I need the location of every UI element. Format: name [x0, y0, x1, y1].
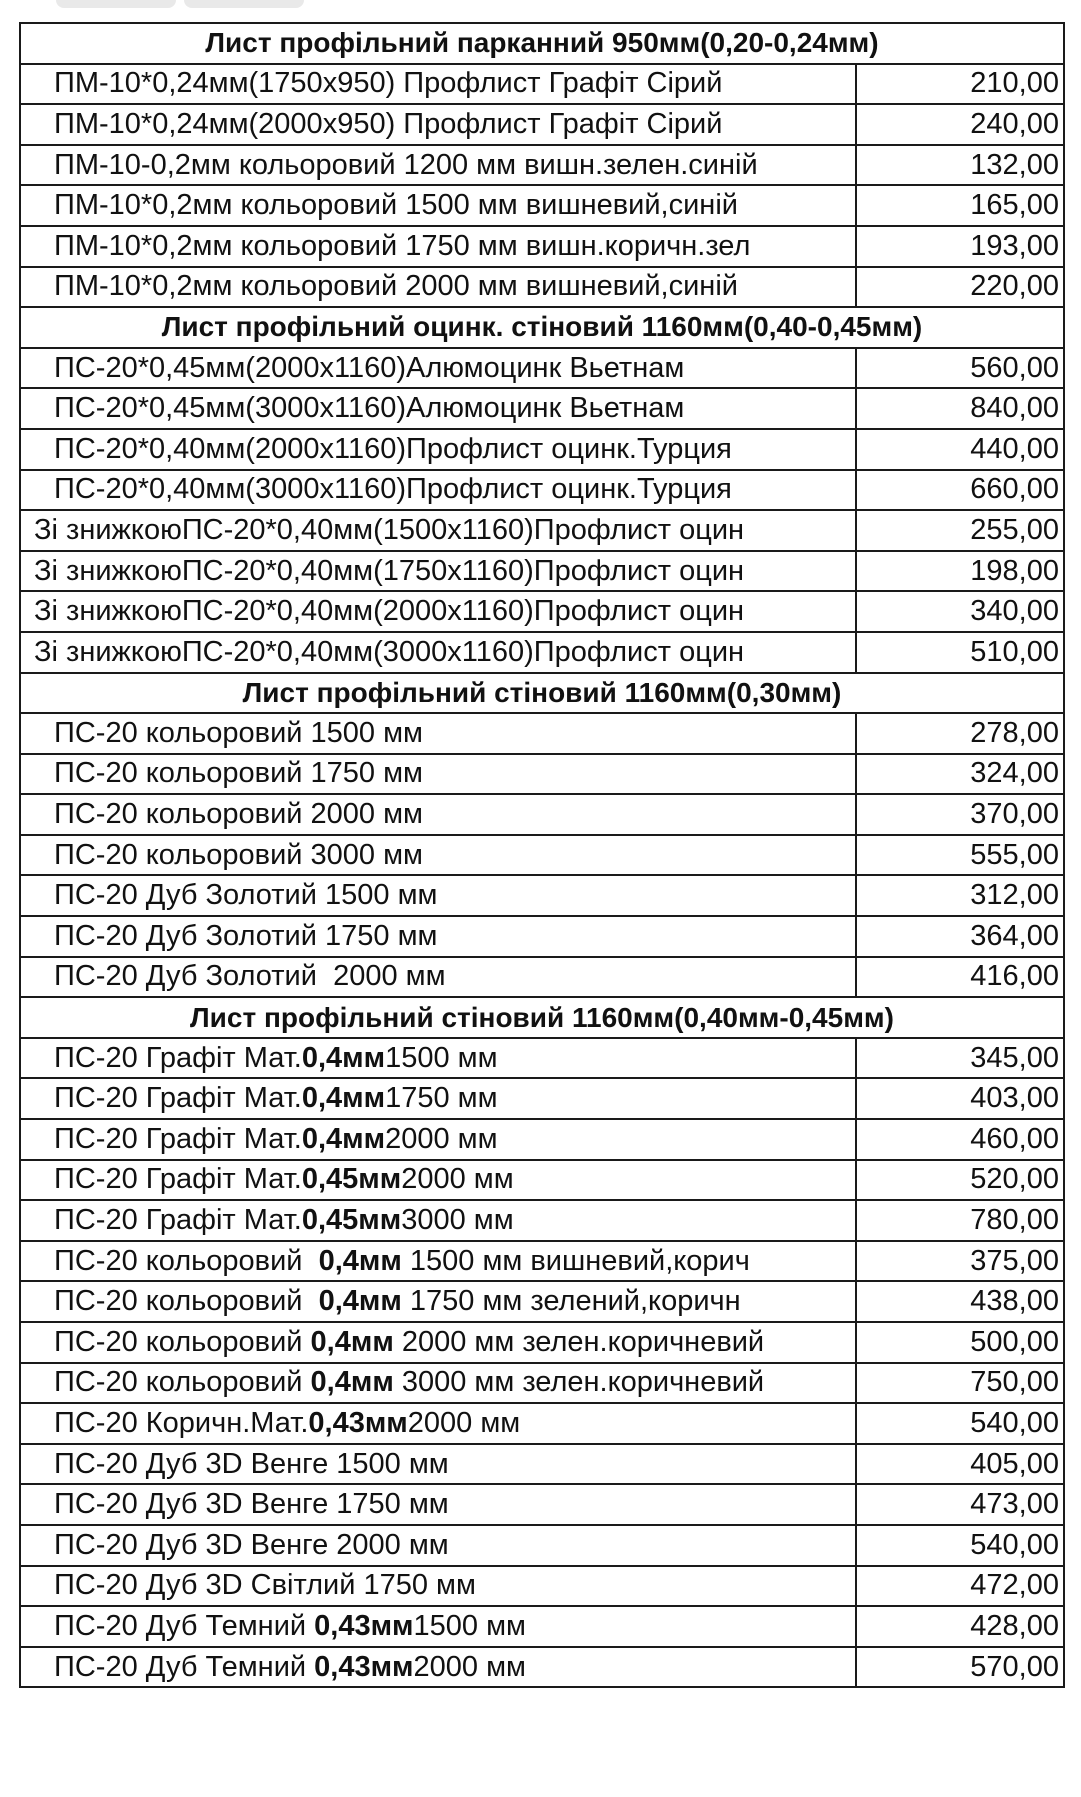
table-row — [20, 632, 1064, 673]
product-name-cell — [20, 835, 856, 876]
product-name-text: ПС-20 кольоровий 2000 мм — [54, 798, 423, 831]
price-cell: 278,00 — [856, 713, 1064, 754]
table-row — [20, 429, 1064, 470]
table-row — [20, 1525, 1064, 1566]
product-name-cell — [20, 1566, 856, 1607]
product-name-text: ПС-20 кольоровий — [54, 1285, 319, 1318]
table-row — [20, 794, 1064, 835]
product-name-cell — [20, 185, 856, 226]
section-header-row — [20, 23, 1064, 64]
table-row — [20, 226, 1064, 267]
product-name-text: ПС-20 Дуб Темний — [54, 1609, 315, 1642]
table-row — [20, 551, 1064, 592]
thickness-label: 0,4мм — [301, 1122, 386, 1155]
price-cell: 510,00 — [856, 632, 1064, 673]
product-name-cell — [20, 1525, 856, 1566]
product-name-cell — [20, 64, 856, 105]
price-cell: 780,00 — [856, 1200, 1064, 1241]
table-row — [20, 104, 1064, 145]
product-name-cell — [20, 348, 856, 389]
product-name-text: Зі знижкоюПС-20*0,40мм(3000х1160)Профлист оцин — [34, 635, 745, 668]
table-row — [20, 510, 1064, 551]
product-name-text: ПС-20 кольоровий 1750 мм — [54, 757, 423, 790]
product-name-text: 2000 мм — [407, 1406, 521, 1439]
price-cell: 428,00 — [856, 1606, 1064, 1647]
table-row — [20, 1160, 1064, 1201]
price-cell: 440,00 — [856, 429, 1064, 470]
product-name-text: Зі знижкоюПС-20*0,40мм(2000х1160)Профлист оцин — [34, 595, 745, 628]
product-name-text: ПС-20*0,45мм(3000х1160)Алюмоцинк Вьетнам — [54, 392, 685, 425]
product-name-text: ПС-20*0,40мм(3000х1160)Профлист оцинк.Турция — [54, 473, 732, 506]
price-cell: 132,00 — [856, 145, 1064, 186]
product-name-text: 1500 мм — [413, 1609, 526, 1642]
table-row — [20, 1038, 1064, 1079]
price-cell: 460,00 — [856, 1119, 1064, 1160]
product-name-text: ПС-20 кольоровий — [54, 1244, 319, 1277]
price-cell: 220,00 — [856, 267, 1064, 308]
product-name-text: ПС-20 Дуб Золотий 1500 мм — [54, 879, 438, 912]
table-row — [20, 267, 1064, 308]
price-cell: 364,00 — [856, 916, 1064, 957]
price-cell: 345,00 — [856, 1038, 1064, 1079]
product-name-cell — [20, 1241, 856, 1282]
table-row — [20, 1566, 1064, 1607]
product-name-text: 2000 мм — [413, 1650, 526, 1683]
product-name-text: 1500 мм вишневий,корич — [401, 1244, 750, 1277]
product-name-text: 2000 мм — [401, 1163, 514, 1196]
top-edge-shadow — [56, 0, 176, 8]
price-cell: 324,00 — [856, 754, 1064, 795]
product-name-text: ПМ-10*0,24мм(1750х950) Профлист Графіт Сірий — [54, 67, 723, 100]
price-cell: 405,00 — [856, 1444, 1064, 1485]
table-row — [20, 875, 1064, 916]
price-cell: 193,00 — [856, 226, 1064, 267]
product-name-cell — [20, 145, 856, 186]
top-strip — [0, 0, 1081, 22]
product-name-cell — [20, 1363, 856, 1404]
product-name-text: ПМ-10*0,2мм кольоровий 2000 мм вишневий,синій — [54, 270, 738, 303]
product-name-cell — [20, 226, 856, 267]
product-name-cell — [20, 916, 856, 957]
top-edge-shadow — [184, 0, 304, 8]
product-name-text: ПС-20 Графіт Мат. — [54, 1041, 302, 1074]
table-row — [20, 1484, 1064, 1525]
product-name-cell — [20, 1078, 856, 1119]
product-name-cell — [20, 1322, 856, 1363]
product-name-cell — [20, 267, 856, 308]
section-header-row — [20, 997, 1064, 1038]
table-row — [20, 1403, 1064, 1444]
product-name-cell — [20, 1281, 856, 1322]
table-row — [20, 1322, 1064, 1363]
product-name-cell — [20, 1606, 856, 1647]
product-name-text: 3000 мм зелен.коричневий — [393, 1366, 765, 1399]
table-row — [20, 1119, 1064, 1160]
product-name-text: ПС-20 Дуб 3D Венге 2000 мм — [54, 1528, 449, 1561]
product-name-text: 2000 мм — [385, 1122, 498, 1155]
price-cell: 540,00 — [856, 1525, 1064, 1566]
thickness-label: 0,45мм — [301, 1163, 402, 1196]
price-cell: 210,00 — [856, 64, 1064, 105]
table-row — [20, 1200, 1064, 1241]
product-name-cell — [20, 429, 856, 470]
product-name-text: ПМ-10*0,2мм кольоровий 1500 мм вишневий,синій — [54, 189, 738, 222]
thickness-label: 0,4мм — [310, 1366, 394, 1399]
product-name-text: ПС-20*0,45мм(2000х1160)Алюмоцинк Вьетнам — [54, 351, 685, 384]
price-cell: 255,00 — [856, 510, 1064, 551]
price-cell: 403,00 — [856, 1078, 1064, 1119]
product-name-text: ПС-20 Дуб Золотий 1750 мм — [54, 919, 438, 952]
section-title: Лист профільний стіновий 1160мм(0,30мм) — [20, 673, 1064, 714]
table-row — [20, 835, 1064, 876]
price-cell: 750,00 — [856, 1363, 1064, 1404]
price-cell: 370,00 — [856, 794, 1064, 835]
product-name-text: ПС-20 Дуб 3D Венге 1500 мм — [54, 1447, 449, 1480]
price-cell: 375,00 — [856, 1241, 1064, 1282]
table-row — [20, 185, 1064, 226]
price-cell: 840,00 — [856, 388, 1064, 429]
product-name-text: ПС-20 Дуб Золотий 2000 мм — [54, 960, 446, 993]
product-name-text: ПМ-10*0,24мм(2000х950) Профлист Графіт Сірий — [54, 107, 723, 140]
table-row — [20, 1444, 1064, 1485]
product-name-text: ПС-20 Дуб Темний — [54, 1650, 315, 1683]
price-cell: 660,00 — [856, 470, 1064, 511]
table-row — [20, 957, 1064, 998]
price-cell: 500,00 — [856, 1322, 1064, 1363]
price-cell: 540,00 — [856, 1403, 1064, 1444]
table-row — [20, 388, 1064, 429]
thickness-label: 0,4мм — [318, 1244, 402, 1277]
product-name-cell — [20, 1444, 856, 1485]
product-name-cell — [20, 957, 856, 998]
table-row — [20, 470, 1064, 511]
table-row — [20, 145, 1064, 186]
product-name-cell — [20, 510, 856, 551]
product-name-text: ПС-20 Графіт Мат. — [54, 1204, 302, 1237]
thickness-label: 0,43мм — [308, 1406, 408, 1439]
table-row — [20, 591, 1064, 632]
product-name-cell — [20, 713, 856, 754]
bottom-margin — [0, 1777, 1081, 1797]
price-cell: 570,00 — [856, 1647, 1064, 1688]
thickness-label: 0,4мм — [301, 1041, 386, 1074]
table-row — [20, 754, 1064, 795]
product-name-cell — [20, 591, 856, 632]
price-list-table — [19, 22, 1065, 1688]
product-name-text: ПС-20 Коричн.Мат. — [54, 1406, 309, 1439]
product-name-text: ПС-20 кольоровий 3000 мм — [54, 838, 423, 871]
product-name-cell — [20, 794, 856, 835]
product-name-cell — [20, 551, 856, 592]
product-name-cell — [20, 1200, 856, 1241]
thickness-label: 0,43мм — [314, 1650, 414, 1683]
product-name-cell — [20, 1484, 856, 1525]
table-row — [20, 348, 1064, 389]
price-cell: 240,00 — [856, 104, 1064, 145]
table-row — [20, 64, 1064, 105]
section-header-row — [20, 673, 1064, 714]
price-cell: 472,00 — [856, 1566, 1064, 1607]
product-name-cell — [20, 1119, 856, 1160]
section-header-row — [20, 307, 1064, 348]
product-name-cell — [20, 1647, 856, 1688]
table-row — [20, 916, 1064, 957]
table-row — [20, 713, 1064, 754]
product-name-text: ПМ-10-0,2мм кольоровий 1200 мм вишн.зелен.синій — [54, 148, 758, 181]
product-name-text: 1500 мм — [385, 1041, 498, 1074]
product-name-text: ПС-20 Графіт Мат. — [54, 1082, 302, 1115]
table-row — [20, 1241, 1064, 1282]
product-name-text: ПС-20 кольоровий 1500 мм — [54, 716, 423, 749]
table-row — [20, 1647, 1064, 1688]
product-name-text: ПМ-10*0,2мм кольоровий 1750 мм вишн.коричн.зел — [54, 229, 751, 262]
price-cell: 312,00 — [856, 875, 1064, 916]
product-name-cell — [20, 1038, 856, 1079]
product-name-cell — [20, 388, 856, 429]
section-title: Лист профільний парканний 950мм(0,20-0,24мм) — [20, 23, 1064, 64]
price-cell: 438,00 — [856, 1281, 1064, 1322]
section-title: Лист профільний стіновий 1160мм(0,40мм-0,45мм) — [20, 997, 1064, 1038]
table-row — [20, 1281, 1064, 1322]
product-name-text: Зі знижкоюПС-20*0,40мм(1750х1160)Профлист оцин — [34, 554, 745, 587]
price-cell: 560,00 — [856, 348, 1064, 389]
product-name-cell — [20, 632, 856, 673]
product-name-text: 3000 мм — [401, 1204, 514, 1237]
product-name-cell — [20, 1160, 856, 1201]
price-cell: 555,00 — [856, 835, 1064, 876]
product-name-text: ПС-20 Графіт Мат. — [54, 1163, 302, 1196]
price-cell: 473,00 — [856, 1484, 1064, 1525]
product-name-text: ПС-20 Графіт Мат. — [54, 1122, 302, 1155]
product-name-text: ПС-20 кольоровий — [54, 1366, 311, 1399]
thickness-label: 0,4мм — [301, 1082, 386, 1115]
price-cell: 416,00 — [856, 957, 1064, 998]
product-name-text: 1750 мм — [385, 1082, 498, 1115]
price-list-body — [20, 23, 1064, 1687]
product-name-cell — [20, 470, 856, 511]
product-name-text: ПС-20 Дуб 3D Венге 1750 мм — [54, 1488, 449, 1521]
product-name-text: 1750 мм зелений,коричн — [401, 1285, 741, 1318]
product-name-cell — [20, 104, 856, 145]
table-row — [20, 1363, 1064, 1404]
product-name-cell — [20, 754, 856, 795]
product-name-cell — [20, 1403, 856, 1444]
price-cell: 198,00 — [856, 551, 1064, 592]
table-row — [20, 1078, 1064, 1119]
product-name-text: 2000 мм зелен.коричневий — [393, 1325, 765, 1358]
price-cell: 340,00 — [856, 591, 1064, 632]
product-name-cell — [20, 875, 856, 916]
table-row — [20, 1606, 1064, 1647]
section-title: Лист профільний оцинк. стіновий 1160мм(0,40-0,45мм) — [20, 307, 1064, 348]
thickness-label: 0,4мм — [318, 1285, 402, 1318]
thickness-label: 0,45мм — [301, 1204, 402, 1237]
price-cell: 520,00 — [856, 1160, 1064, 1201]
product-name-text: ПС-20 Дуб 3D Світлий 1750 мм — [54, 1569, 476, 1602]
product-name-text: ПС-20*0,40мм(2000х1160)Профлист оцинк.Турция — [54, 432, 732, 465]
product-name-text: ПС-20 кольоровий — [54, 1325, 311, 1358]
product-name-text: Зі знижкоюПС-20*0,40мм(1500х1160)Профлист оцин — [34, 513, 745, 546]
price-cell: 165,00 — [856, 185, 1064, 226]
thickness-label: 0,43мм — [314, 1609, 414, 1642]
thickness-label: 0,4мм — [310, 1325, 394, 1358]
